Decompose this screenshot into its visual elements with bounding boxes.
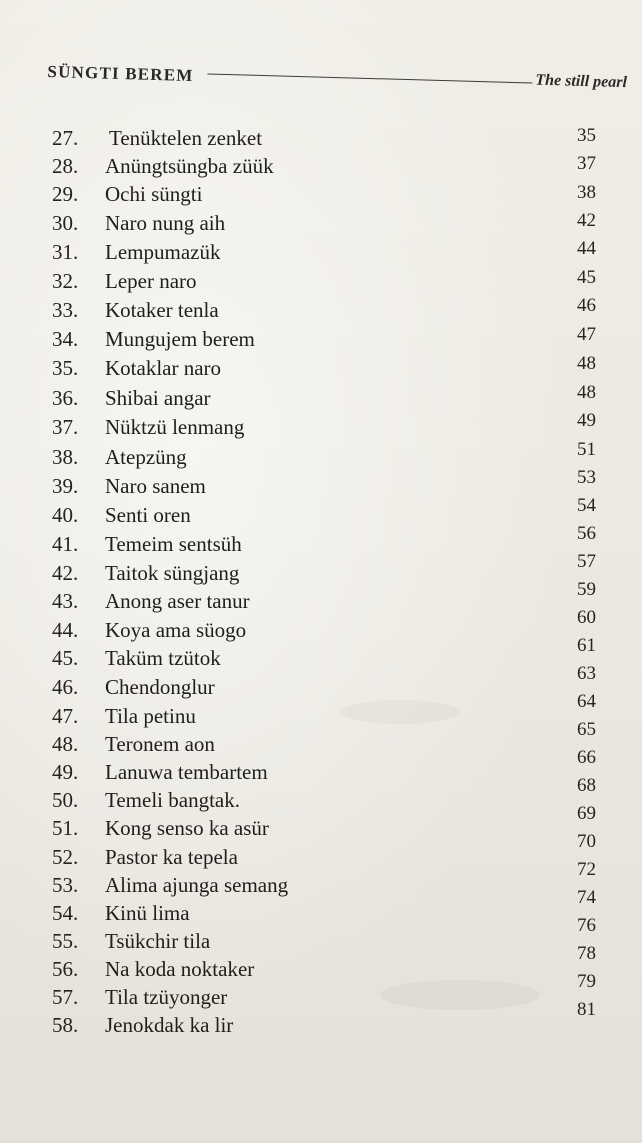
- entry-page-number: 49: [577, 410, 596, 431]
- entry-title: Pastor ka tepela: [105, 845, 238, 869]
- entry-title: Tsükchir tila: [105, 929, 211, 953]
- entry-number: 55.: [52, 929, 79, 953]
- entry-number: 38.: [52, 445, 79, 469]
- entry-number: 41.: [52, 532, 79, 556]
- entry-number: 31.: [52, 240, 79, 264]
- entry-number: 27.: [52, 126, 79, 150]
- entry-title: Shibai angar: [105, 386, 211, 410]
- entry-title: Jenokdak ka lir: [105, 1013, 234, 1037]
- entry-title: Anüngtsüngba züük: [105, 154, 274, 178]
- entry-number: 50.: [52, 788, 79, 812]
- entry-number: 58.: [52, 1013, 79, 1037]
- entry-page-number: 70: [577, 831, 596, 852]
- entry-title: Lempumazük: [105, 240, 221, 264]
- entry-title: Temeim sentsüh: [105, 532, 242, 556]
- entry-title: Lanuwa tembartem: [105, 760, 268, 784]
- entry-page-number: 68: [577, 775, 596, 796]
- entry-page-number: 60: [577, 607, 596, 628]
- entry-page-number: 44: [577, 238, 596, 259]
- entry-title: Atepzüng: [105, 445, 187, 469]
- entry-number: 45.: [52, 646, 79, 670]
- entry-title: Teronem aon: [105, 732, 215, 756]
- entry-page-number: 65: [577, 719, 596, 740]
- entry-title: Alima ajunga semang: [105, 873, 289, 897]
- entry-page-number: 42: [577, 210, 596, 231]
- entry-number: 35.: [52, 356, 79, 380]
- entry-title: Mungujem berem: [105, 327, 255, 351]
- entry-number: 29.: [52, 182, 79, 206]
- entry-page-number: 53: [577, 467, 596, 488]
- entry-page-number: 78: [577, 943, 596, 964]
- entry-page-number: 66: [577, 747, 596, 768]
- entry-page-number: 64: [577, 691, 596, 712]
- entry-page-number: 59: [577, 579, 596, 600]
- entry-page-number: 47: [577, 324, 596, 345]
- entry-number: 52.: [52, 845, 79, 869]
- entry-title: Ochi süngti: [105, 182, 203, 206]
- entry-number: 44.: [52, 618, 79, 642]
- entry-title: Tila petinu: [105, 704, 196, 728]
- entry-page-number: 46: [577, 295, 596, 316]
- entry-title: Temeli bangtak.: [105, 788, 240, 812]
- entry-title: Chendonglur: [105, 675, 215, 699]
- entry-title: Naro nung aih: [105, 211, 226, 235]
- entry-number: 57.: [52, 985, 79, 1009]
- entry-page-number: 69: [577, 803, 596, 824]
- entry-page-number: 35: [577, 125, 596, 146]
- entry-number: 56.: [52, 957, 79, 981]
- entry-page-number: 38: [577, 182, 596, 203]
- entry-page-number: 51: [577, 439, 596, 460]
- entry-page-number: 76: [577, 915, 596, 936]
- entry-number: 46.: [52, 675, 79, 699]
- entry-title: Taküm tzütok: [105, 646, 221, 670]
- entry-number: 51.: [52, 816, 79, 840]
- entry-number: 49.: [52, 760, 79, 784]
- entry-title: Na koda noktaker: [105, 957, 255, 981]
- entry-page-number: 63: [577, 663, 596, 684]
- entry-title: Taitok süngjang: [105, 561, 240, 585]
- entry-title: Leper naro: [105, 269, 197, 293]
- entry-page-number: 74: [577, 887, 596, 908]
- entry-number: 32.: [52, 269, 79, 293]
- entry-page-number: 79: [577, 971, 596, 992]
- entry-title: Anong aser tanur: [105, 589, 250, 613]
- entry-number: 33.: [52, 298, 79, 322]
- entry-page-number: 48: [577, 353, 596, 374]
- book-subtitle-header: The still pearl: [535, 71, 628, 92]
- entry-page-number: 45: [577, 267, 596, 288]
- entry-number: 28.: [52, 154, 79, 178]
- entry-number: 43.: [52, 589, 79, 613]
- entry-title: Kong senso ka asür: [105, 816, 269, 840]
- entry-title: Kotaklar naro: [105, 356, 222, 380]
- entry-number: 39.: [52, 474, 79, 498]
- entry-title: Nüktzü lenmang: [105, 415, 245, 439]
- entry-number: 53.: [52, 873, 79, 897]
- book-title-header: SÜNGTI BEREM: [47, 61, 194, 86]
- entry-page-number: 81: [577, 999, 596, 1020]
- entry-number: 34.: [52, 327, 79, 351]
- entry-page-number: 61: [577, 635, 596, 656]
- entry-page-number: 54: [577, 495, 596, 516]
- entry-page-number: 37: [577, 153, 596, 174]
- entry-number: 54.: [52, 901, 79, 925]
- entry-title: Naro sanem: [105, 474, 206, 498]
- entry-number: 48.: [52, 732, 79, 756]
- entry-page-number: 72: [577, 859, 596, 880]
- entry-title: Kinü lima: [105, 901, 190, 925]
- entry-page-number: 48: [577, 382, 596, 403]
- entry-number: 37.: [52, 415, 79, 439]
- entry-number: 40.: [52, 503, 79, 527]
- entry-title: Senti oren: [105, 503, 191, 527]
- entry-page-number: 57: [577, 551, 596, 572]
- entry-page-number: 56: [577, 523, 596, 544]
- entry-number: 42.: [52, 561, 79, 585]
- entry-number: 36.: [52, 386, 79, 410]
- entry-title: Koya ama süogo: [105, 618, 247, 642]
- entry-number: 30.: [52, 211, 79, 235]
- entry-title: Tila tzüyonger: [105, 985, 228, 1009]
- entry-number: 47.: [52, 704, 79, 728]
- entry-title: Tenüktelen zenket: [109, 126, 263, 150]
- entry-title: Kotaker tenla: [105, 298, 219, 322]
